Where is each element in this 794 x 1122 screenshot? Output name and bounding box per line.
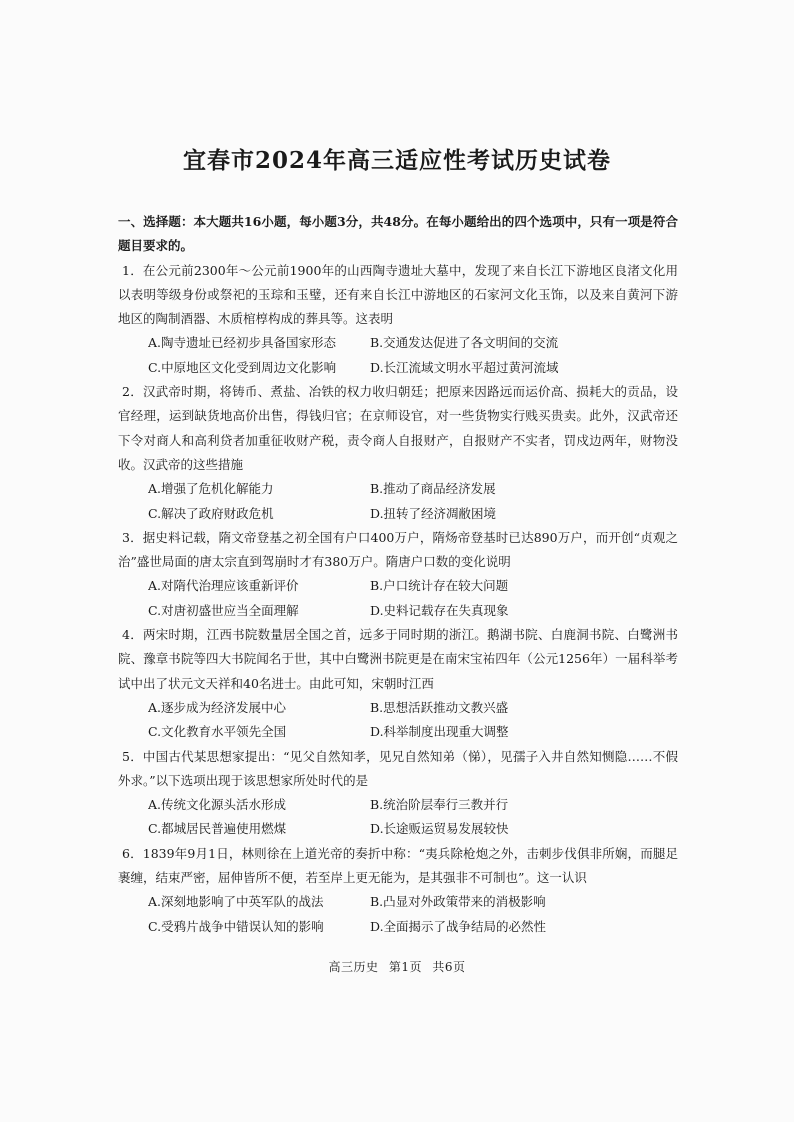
question-4 [118, 623, 678, 744]
option-a: A.对隋代治理应该重新评价 [148, 578, 299, 594]
option-a: A.深刻地影响了中英军队的战法 [148, 894, 324, 910]
question-2 [118, 380, 678, 526]
question-options [118, 331, 678, 380]
question-stem: 1．在公元前2300年～公元前1900年的山西陶寺遗址大墓中，发现了来自长江下游地区良渚文化用以表明等级身份或祭祀的玉琮和玉璧，还有来自长江中游地区的石家河文化玉饰，以及来自黄河下游地区的陶制酒器、木质棺椁构成的葬具等。这表明 [118, 262, 678, 327]
option-c: C.对唐初盛世应当全面理解 [148, 602, 299, 618]
page-footer [0, 958, 794, 975]
option-d: D.科举制度出现重大调整 [370, 724, 509, 740]
option-b: B.推动了商品经济发展 [370, 481, 496, 497]
option-b: B.凸显对外政策带来的消极影响 [370, 894, 546, 910]
option-b: B.思想活跃推动文教兴盛 [370, 699, 509, 715]
option-c: C.中原地区文化受到周边文化影响 [148, 359, 337, 375]
question-3 [118, 526, 678, 623]
exam-title: 宜春市2024年高三适应性考试历史试卷 [182, 147, 611, 174]
option-b: B.统治阶层奉行三教并行 [370, 797, 509, 813]
option-b: B.户口统计存在较大问题 [370, 578, 509, 594]
option-d: D.全面揭示了战争结局的必然性 [370, 918, 547, 934]
option-a: A.传统文化源头活水形成 [148, 797, 287, 813]
question-5 [118, 745, 678, 842]
option-c: C.受鸦片战争中错误认知的影响 [148, 918, 324, 934]
option-c: C.文化教育水平领先全国 [148, 724, 287, 740]
section-instructions: 一、选择题：本大题共16小题，每小题3分，共48分。在每小题给出的四个选项中，只有一项是符合题目要求的。 [118, 214, 678, 254]
option-b: B.交通发达促进了各文明间的交流 [370, 335, 559, 351]
option-d: D.史料记载存在失真现象 [370, 602, 509, 618]
option-a: A.逐步成为经济发展中心 [148, 699, 287, 715]
question-stem: 2．汉武帝时期，将铸币、煮盐、冶铁的权力收归朝廷；把原来因路远而运价高、损耗大的贡品，设官经理，运到缺货地高价出售，得钱归官；在京师设官，对一些货物实行贱买贵卖。此外，汉武帝还下令对商人和高利贷者加重征收财产税，责令商人自报财产，自报财产不实者，罚戍边两年，财物没收。汉武帝的这些措施 [118, 384, 678, 472]
question-options [118, 574, 678, 623]
option-c: C.解决了政府财政危机 [148, 505, 274, 521]
question-stem: 4．两宋时期，江西书院数量居全国之首，远多于同时期的浙江。鹅湖书院、白鹿洞书院、白鹭洲书院、豫章书院等四大书院闻名于世，其中白鹭洲书院更是在南宋宝祐四年（公元1256年）一届科举考试中出了状元文天祥和40名进士。由此可知，宋朝时江西 [118, 627, 678, 691]
option-a: A.增强了危机化解能力 [148, 481, 274, 497]
option-c: C.都城居民普遍使用燃煤 [148, 821, 287, 837]
question-options [118, 696, 678, 745]
footer-total-pages: 共6页 [432, 960, 466, 974]
option-a: A.陶寺遗址已经初步具备国家形态 [148, 335, 337, 351]
option-d: D.长江流域文明水平超过黄河流域 [370, 359, 559, 375]
footer-page-number: 第1页 [388, 960, 422, 974]
option-d: D.扭转了经济凋敝困境 [370, 505, 497, 521]
option-d: D.长途贩运贸易发展较快 [370, 821, 509, 837]
question-stem: 3．据史料记载，隋文帝登基之初全国有户口400万户，隋炀帝登基时已达890万户，而开创“贞观之治”盛世局面的唐太宗直到驾崩时才有380万户。隋唐户口数的变化说明 [118, 529, 678, 570]
question-stem: 6．1839年9月1日，林则徐在上道光帝的奏折中称：“夷兵除枪炮之外，击刺步伐俱非所娴，而腿足裹缠，结束严密，屈伸皆所不便，若至岸上更无能为，是其强非不可制也”。这一认识 [118, 845, 678, 886]
exam-content [118, 210, 678, 939]
question-1 [118, 259, 678, 380]
question-options [118, 793, 678, 842]
question-stem: 5．中国古代某思想家提出：“见父自然知孝，见兄自然知弟（悌），见孺子入井自然知恻隐……不假外求。”以下选项出现于该思想家所处时代的是 [118, 748, 678, 788]
question-options [118, 477, 678, 526]
footer-subject: 高三历史 [328, 960, 379, 974]
question-options [118, 890, 678, 939]
question-6 [118, 842, 678, 939]
